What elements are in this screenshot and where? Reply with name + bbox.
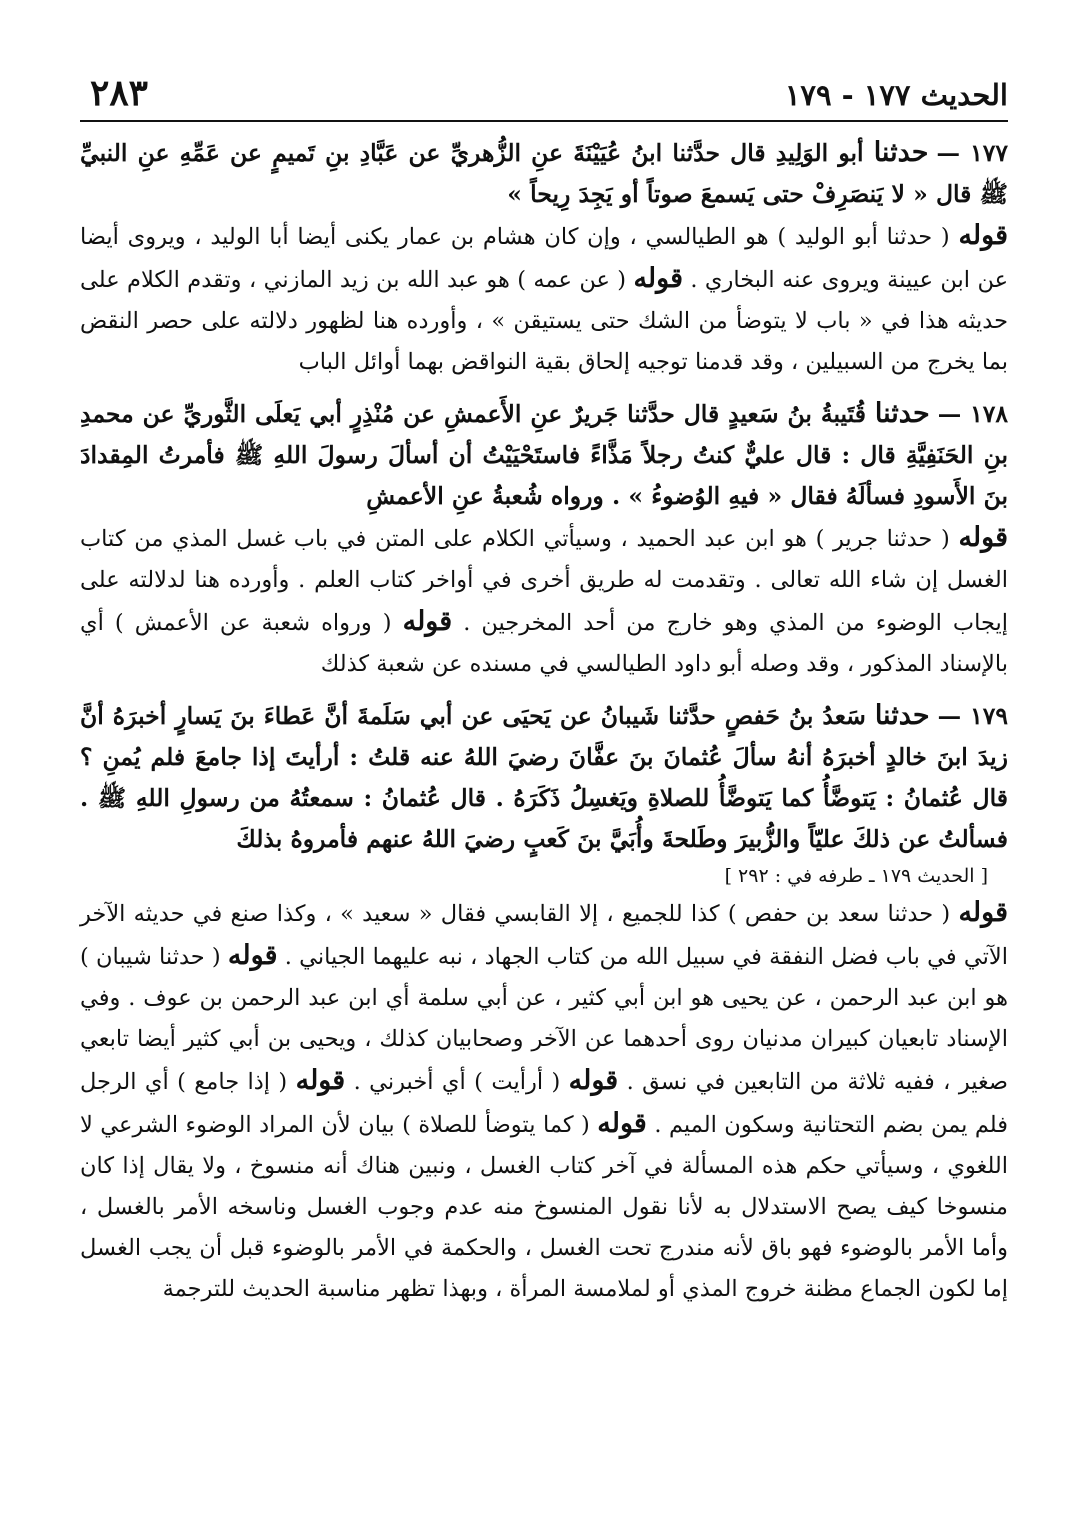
page-number: ٢٨٣	[90, 72, 149, 114]
commentary-keyword: قوله	[958, 220, 1008, 251]
commentary-text: ( إذا جامع ) أي الرجل فلم يمن بضم التحتانية وسكون الميم .	[80, 1069, 1009, 1138]
header-rule	[80, 120, 1008, 122]
hadith-text: قُتَيبةُ بنُ سَعيدٍ قال حدَّثنا جَريرٌ عنِ الأَعمشِ عن مُنْذِرٍ أبي يَعلَى الثَّوريِّ عن محمدِ بنِ الحَنَفِيَّةِ قال : قال عليٌّ كنتُ رجلاً مَذَّاءً فاستَحْيَيْتُ أن أسألَ رسولَ اللهِ ﷺ فأمرتُ المِقدادَ بنَ الأَسودِ فسألَهُ فقال « فيهِ الوُضوءُ » . ورواه شُعبةُ عنِ الأعمشِ	[80, 400, 1008, 510]
hadith-text: سَعدُ بنُ حَفصٍ حدَّثنا شَيبانُ عن يَحيَى عن أبي سَلَمةَ أنَّ عَطاءَ بنَ يَسارٍ أخبرَهُ أنَّ زيدَ ابنَ خالدٍ أخبرَهُ أنهُ سألَ عُثمانَ بنَ عفَّانَ رضيَ اللهُ عنه قلتُ : أرأيتَ إذا جامعَ فلم يُمنِ ؟ قال عُثمانُ : يَتوضَّأُ كما يَتوضَّأُ للصلاةِ ويَغسِلُ ذَكَرَهُ . قال عُثمانُ : سمعتُهُ من رسولِ اللهِ ﷺ . فسألتُ عن ذلكَ عليّاً والزُّبيرَ وطَلحةَ وأُبَيَّ بنَ كَعبٍ رضيَ اللهُ عنهم فأمروهُ بذلكَ	[80, 702, 1008, 853]
commentary-keyword: قوله	[958, 522, 1008, 553]
commentary-text: ( كما يتوضأ للصلاة ) بيان لأن المراد الوضوء الشرعي لا اللغوي ، وسيأتي حكم هذه المسألة في آخر كتاب الغسل ، ونبين هناك أنه منسوخ ، ولا يقال إذا كان منسوخا كيف يصح الاستدلال به لأنا نقول المنسوخ منه عدم وجوب الغسل وناسخه الأمر بالغسل ، وأما الأمر بالوضوء فهو باق لأنه مندرج تحت الغسل ، والحكمة في الأمر بالوضوء قبل أن يجب الغسل إما لكون الجماع مظنة خروج المذي أو لملامسة المرأة ، وبهذا تظهر مناسبة الحديث للترجمة	[80, 1112, 1008, 1302]
commentary-text: ( حدثنا جرير ) هو ابن عبد الحميد ، وسيأتي الكلام على المتن في باب غسل المذي من كتاب الغسل إن شاء الله تعالى . وتقدمت له طريق أخرى في أواخر كتاب العلم . وأورده هنا لدلالته على إيجاب الوضوء من المذي وهو خارج من أحد المخرجين .	[80, 526, 1008, 636]
commentary-179	[80, 892, 1008, 1310]
commentary-keyword: قوله	[568, 1065, 619, 1096]
hadith-number: ١٧٩ —	[937, 702, 1008, 730]
hadith-177	[80, 132, 1008, 215]
cross-reference: [ الحديث ١٧٩ ـ طرفه في : ٢٩٢ ]	[724, 865, 988, 887]
hadith-number: ١٧٧ —	[936, 139, 1008, 167]
commentary-text: ( حدثنا شيبان ) هو ابن عبد الرحمن ، عن يحيى هو ابن أبي كثير ، عن أبي سلمة أي ابن عبد الرحمن بن عوف . وفي الإسناد تابعيان كبيران مدنيان روى أحدهما عن الآخر وصحابيان كذلك ، ويحيى بن أبي كثير أيضا تابعي صغير ، ففيه ثلاثة من التابعين في نسق .	[80, 944, 1008, 1095]
hadith-text: أبو الوَلِيدِ قال حدَّثنا ابنُ عُيَيْنَةَ عنِ الزُّهريِّ عن عَبَّادِ بنِ تَميمٍ عن عَمِّهِ عنِ النبيِّ ﷺ قال « لا يَنصَرِفْ حتى يَسمعَ صوتاً أو يَجِدَ رِيحاً »	[80, 139, 1008, 208]
commentary-keyword: قوله	[958, 897, 1008, 928]
commentary-keyword: قوله	[295, 1065, 346, 1096]
page-header	[80, 70, 1008, 120]
hadith-number: ١٧٨ —	[937, 400, 1008, 428]
hadith-178	[80, 393, 1008, 517]
hadith-opening: حدثنا	[874, 700, 930, 731]
commentary-text: ( حدثنا أبو الوليد ) هو الطيالسي ، وإن كان هشام بن عمار يكنى أيضا أبا الوليد ، ويروى أيضا عن ابن عيينة ويروى عنه البخاري .	[80, 224, 1008, 293]
hadith-179	[80, 695, 1008, 860]
commentary-text: ( حدثنا سعد بن حفص ) كذا للجميع ، إلا القابسي فقال « سعيد » ، وكذا صنع في حديثه الآخر الآتي في باب فضل النفقة في سبيل الله من كتاب الجهاد ، نبه عليهما الجياني .	[80, 901, 1008, 970]
hadith-opening: حدثنا	[873, 137, 929, 168]
commentary-keyword: قوله	[402, 606, 453, 637]
hadith-opening: حدثنا	[874, 398, 930, 429]
running-title: الحديث ١٧٧ - ١٧٩	[784, 78, 1008, 112]
commentary-text: ( عن عمه ) هو عبد الله بن زيد المازني ، وتقدم الكلام على حديثه هذا في « باب لا يتوضأ من الشك حتى يستيقن » ، وأورده هنا لظهور دلالته على حصر النقض بما يخرج من السبيلين ، وقد قدمنا توجيه إلحاق بقية النواقض بهما أوائل الباب	[80, 267, 1008, 375]
commentary-177	[80, 215, 1008, 383]
commentary-178	[80, 517, 1008, 685]
page-body	[80, 132, 1008, 1310]
commentary-text: ( ورواه شعبة عن الأعمش ) أي بالإسناد المذكور ، وقد وصله أبو داود الطيالسي في مسنده عن شعبة كذلك	[80, 610, 1008, 677]
commentary-keyword: قوله	[227, 940, 278, 971]
commentary-keyword: قوله	[597, 1108, 647, 1139]
commentary-keyword: قوله	[633, 263, 683, 294]
commentary-text: ( أرأيت ) أي أخبرني .	[345, 1069, 569, 1095]
